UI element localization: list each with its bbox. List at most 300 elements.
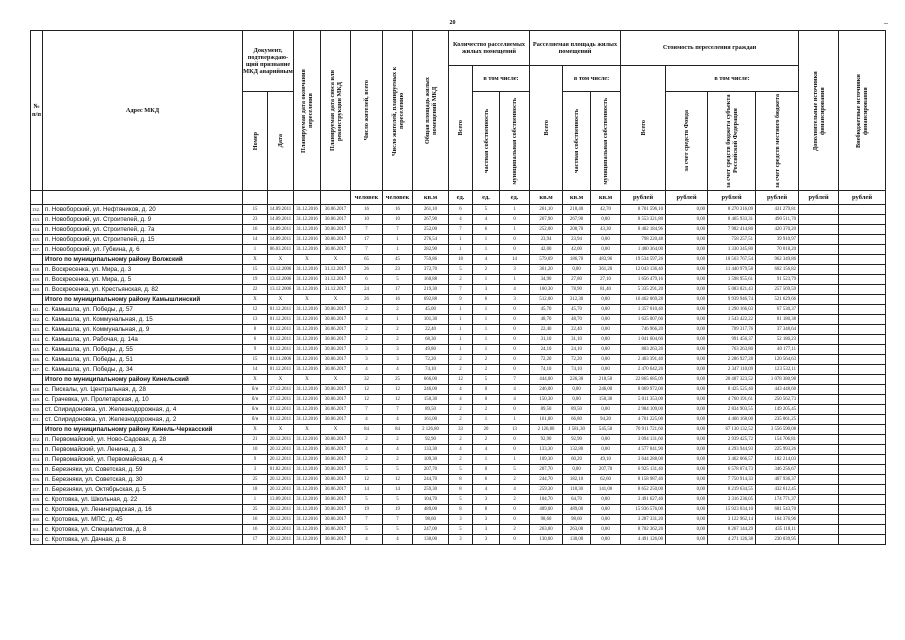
row-cell: 0,00 (666, 305, 708, 315)
row-cell: 4 701 225,00 (621, 415, 666, 425)
header-extra-sources: Дополнительные источники финансирования (799, 31, 839, 191)
row-cell: 17 (383, 285, 413, 295)
row-number: 162. (31, 535, 43, 545)
subtotal-row (31, 255, 886, 265)
row-cell: 174 771,37 (756, 495, 799, 505)
row-cell: 0 (500, 215, 530, 225)
row-cell: 3 (383, 345, 413, 355)
row-cell (799, 235, 839, 245)
row-cell: 420 370,20 (756, 225, 799, 235)
row-cell: 0,00 (666, 335, 708, 345)
row-cell: 4 (449, 215, 473, 225)
row-cell: 13.12.2006 (268, 285, 294, 295)
header-doc-number: Номер (243, 92, 268, 191)
row-cell: 6 578 874,73 (708, 465, 756, 475)
row-cell: 31.12.2016 (294, 365, 321, 375)
row-cell: 17 (243, 535, 268, 545)
row-cell: 89,50 (413, 405, 449, 415)
row-cell: 52 180,23 (756, 335, 799, 345)
row-cell: 0,00 (591, 535, 621, 545)
row-cell: 24,10 (530, 345, 563, 355)
header-qty-incl: в том числе: (473, 66, 530, 92)
row-cell: 2 (449, 415, 473, 425)
row-cell (839, 375, 886, 385)
row-cell (839, 365, 886, 375)
row-address: с. Кротовка, ул. МПС, д. 45 (43, 515, 243, 525)
row-cell: 282,90 (413, 245, 449, 255)
row-cell: 6 (243, 335, 268, 345)
row-cell: 120 564,63 (756, 355, 799, 365)
row-cell: 252,00 (413, 225, 449, 235)
row-cell: 267,90 (530, 215, 563, 225)
row-cell: 91 523,79 (756, 275, 799, 285)
row-cell: 9 (243, 455, 268, 465)
row-cell: 30.06.2017 (321, 535, 351, 545)
row-cell: 42,00 (530, 245, 563, 255)
row-cell (799, 255, 839, 265)
header-residents-total: Число жителей, всего (351, 31, 383, 191)
row-cell: 0,00 (563, 465, 591, 475)
row-cell: 23 (383, 265, 413, 275)
row-cell: 2 (383, 455, 413, 465)
row-cell: 0,00 (666, 495, 708, 505)
row-cell: 31.12.2016 (294, 315, 321, 325)
row-cell: 1 (449, 325, 473, 335)
row-cell (839, 315, 886, 325)
row-cell: 4 577 841,90 (621, 445, 666, 455)
row-cell: 8 267 144,29 (708, 525, 756, 535)
unit-cell (294, 191, 321, 205)
row-cell: 14 (383, 485, 413, 495)
row-cell (799, 515, 839, 525)
row-number: 132. (31, 205, 43, 215)
row-cell: 31.12.2016 (294, 535, 321, 545)
unit-cell (268, 191, 294, 205)
corner-mark: – (884, 18, 888, 27)
row-cell: 23,94 (563, 235, 591, 245)
row-cell (799, 375, 839, 385)
row-cell: 12 (449, 375, 473, 385)
row-cell: 30.06.2017 (321, 345, 351, 355)
row-cell: 763 263,80 (708, 345, 756, 355)
row-cell: 130,00 (413, 535, 449, 545)
table-row (31, 485, 886, 495)
row-cell: 66,80 (563, 415, 591, 425)
row-cell: 20.12.2011 (268, 435, 294, 445)
row-cell: 14.09.2011 (268, 205, 294, 215)
row-cell: 991 456,37 (708, 335, 756, 345)
table-row (31, 355, 886, 365)
row-cell: 78,90 (563, 285, 591, 295)
header-area-premises: Расселяемая площадь жилых помещений (530, 31, 621, 66)
row-cell: 1 (473, 335, 500, 345)
row-number: 141. (31, 305, 43, 315)
row-cell: 4 760 191,61 (708, 395, 756, 405)
row-cell: 130,00 (530, 535, 563, 545)
row-cell: 2 984 109,00 (621, 405, 666, 415)
row-cell: 31.12.2016 (294, 355, 321, 365)
row-cell: 130,00 (563, 535, 591, 545)
row-cell: 8 (243, 325, 268, 335)
row-cell: 3 122 962,14 (708, 515, 756, 525)
row-cell: 6 (351, 275, 383, 285)
row-number: 142. (31, 315, 43, 325)
row-cell: 1 400 364,00 (621, 245, 666, 255)
row-cell: 0,00 (563, 395, 591, 405)
row-cell (839, 505, 886, 515)
row-cell: 0,00 (563, 265, 591, 275)
row-cell: 3 (473, 495, 500, 505)
row-cell: 84 (351, 425, 383, 435)
row-cell: 602 156,82 (756, 265, 799, 275)
row-cell: 0,00 (591, 335, 621, 345)
row-cell: 3 (351, 355, 383, 365)
row-cell: 259,30 (413, 485, 449, 495)
row-cell: 34,90 (530, 275, 563, 285)
row-cell: X (321, 375, 351, 385)
row-cell: 30.06.2017 (321, 405, 351, 415)
row-number: 143. (31, 325, 43, 335)
row-cell: 1 (243, 495, 268, 505)
row-cell: 8 (473, 505, 500, 515)
table-row (31, 325, 886, 335)
row-cell: 01.12.2011 (268, 365, 294, 375)
row-cell (799, 395, 839, 405)
row-cell: 7 (449, 225, 473, 235)
row-cell: 31.12.2016 (294, 265, 321, 275)
row-cell: 109,30 (530, 455, 563, 465)
row-cell: 01.12.2011 (268, 335, 294, 345)
row-cell: 31.12.2016 (294, 455, 321, 465)
row-cell: X (294, 425, 321, 435)
row-cell: 0,00 (666, 385, 708, 395)
row-cell: 489,00 (563, 505, 591, 515)
row-cell: 150,30 (413, 395, 449, 405)
row-cell (839, 485, 886, 495)
row-cell: 1 (449, 335, 473, 345)
table-row (31, 395, 886, 405)
row-cell: X (321, 295, 351, 305)
row-cell: 0,00 (666, 395, 708, 405)
row-cell: 01.12.2011 (268, 315, 294, 325)
table-row (31, 505, 886, 515)
row-cell (839, 475, 886, 485)
row-cell: 19 534 597,26 (621, 255, 666, 265)
row-cell: 30.06.2017 (321, 485, 351, 495)
row-cell: 9 (243, 345, 268, 355)
row-cell: 431 279,81 (756, 205, 799, 215)
row-address: Итого по муниципальному району Камышлинский (43, 295, 243, 305)
row-cell: 31.12.2016 (294, 275, 321, 285)
row-cell: 15 936 576,00 (621, 505, 666, 515)
header-total-area: Общая площадь жилых помещений МКД (413, 31, 449, 191)
row-cell: 8 158 987,40 (621, 475, 666, 485)
row-cell: 3 462 066,57 (708, 455, 756, 465)
row-cell: X (321, 425, 351, 435)
header-document: Документ, подтверждаю-щий признание МКД аварийным (243, 31, 294, 92)
row-cell: 2 (449, 275, 473, 285)
row-cell: 23,94 (530, 235, 563, 245)
row-cell: 0,00 (666, 465, 708, 475)
row-cell: 444,00 (530, 375, 563, 385)
row-cell: 16 462 069,28 (621, 295, 666, 305)
row-cell: 9 (449, 295, 473, 305)
row-cell: 48,70 (530, 315, 563, 325)
row-cell: 7 (500, 375, 530, 385)
row-cell: 1 (449, 315, 473, 325)
row-cell: 3 (500, 295, 530, 305)
row-cell: 692,88 (413, 295, 449, 305)
row-cell (839, 395, 886, 405)
row-cell: 15 923 034,10 (708, 505, 756, 515)
row-cell: 0,00 (666, 475, 708, 485)
row-cell (839, 405, 886, 415)
row-cell: 0 (500, 335, 530, 345)
row-cell (839, 245, 886, 255)
row-cell: 4 (500, 485, 530, 495)
row-cell: X (243, 255, 268, 265)
row-cell: 164 376,96 (756, 515, 799, 525)
row-cell: 0,00 (591, 245, 621, 255)
row-cell: 2 (449, 355, 473, 365)
row-cell: 666,00 (413, 375, 449, 385)
row-cell: 3 094 131,60 (621, 435, 666, 445)
row-cell (799, 315, 839, 325)
row-cell: 161,00 (413, 415, 449, 425)
row-cell: 31.12.2016 (294, 285, 321, 295)
row-cell: 92,90 (413, 435, 449, 445)
row-cell: 1 (500, 455, 530, 465)
row-cell: 2 (351, 335, 383, 345)
row-cell: 31.12.2017 (321, 285, 351, 295)
row-cell: X (243, 425, 268, 435)
row-cell: 31.12.2016 (294, 205, 321, 215)
row-cell: 0,00 (666, 315, 708, 325)
row-cell (799, 225, 839, 235)
row-cell: 8 465 933,31 (708, 215, 756, 225)
row-cell: 62,60 (591, 475, 621, 485)
row-cell: 20.12.2011 (268, 505, 294, 515)
row-number (31, 255, 43, 265)
table-row (31, 285, 886, 295)
row-cell: 361,20 (530, 265, 563, 275)
row-cell: 72,20 (530, 355, 563, 365)
header-planned-demolition: Планируемая дата сноса или реконструкции МКД (321, 31, 351, 191)
row-cell: 160,30 (530, 285, 563, 295)
row-cell: 512,00 (530, 295, 563, 305)
row-cell: 0,00 (591, 305, 621, 315)
row-cell: 0,00 (666, 205, 708, 215)
row-cell: 489,00 (413, 505, 449, 515)
row-cell: 372,70 (413, 265, 449, 275)
row-cell: 31.12.2016 (294, 445, 321, 455)
row-cell: 31.12.2016 (294, 415, 321, 425)
row-cell (799, 205, 839, 215)
row-address: п. Березняки, ул. Советская, д. 59 (43, 465, 243, 475)
row-cell (839, 325, 886, 335)
row-cell: 2 (500, 495, 530, 505)
row-cell: 483,96 (591, 255, 621, 265)
row-cell: 3 (383, 355, 413, 365)
table-row (31, 475, 886, 485)
row-cell: 22,40 (530, 325, 563, 335)
row-address: Итого по муниципальному району Кинель-Черкасский (43, 425, 243, 435)
row-cell: 123 532,11 (756, 365, 799, 375)
row-cell: 31.12.2016 (294, 325, 321, 335)
row-cell: 4 (449, 445, 473, 455)
row-address: с. Пискалы, ул. Центральная, д. 28 (43, 385, 243, 395)
row-cell: 20.12.2011 (268, 515, 294, 525)
row-cell: 0 (500, 235, 530, 245)
row-cell: 3 644 288,00 (621, 455, 666, 465)
row-cell: 0 (473, 385, 500, 395)
row-cell: 0,00 (591, 325, 621, 335)
row-cell: 0,00 (591, 295, 621, 305)
row-cell: 5 011 353,00 (621, 395, 666, 405)
row-cell: 31.12.2017 (321, 265, 351, 275)
row-cell: 31.12.2016 (294, 225, 321, 235)
unit-cell: человек (383, 191, 413, 205)
row-cell (839, 465, 886, 475)
row-cell: 798 220,48 (621, 235, 666, 245)
relocation-table (30, 30, 886, 545)
row-address: с. Камышла, ул. Победы, д. 57 (43, 305, 243, 315)
row-cell (799, 535, 839, 545)
header-cost-total: Всего (621, 66, 666, 191)
row-cell: 7 982 414,80 (708, 225, 756, 235)
unit-cell (243, 191, 268, 205)
row-cell: 746 966,20 (621, 325, 666, 335)
row-cell: 0 (473, 395, 500, 405)
table-row (31, 435, 886, 445)
row-cell: 4 (351, 415, 383, 425)
row-cell: 14.09.2011 (268, 235, 294, 245)
row-cell: X (243, 375, 268, 385)
row-cell: 5 (383, 495, 413, 505)
row-number: 144. (31, 335, 43, 345)
row-cell: 0,00 (591, 405, 621, 415)
row-cell: 14.09.2011 (268, 225, 294, 235)
row-cell: 10 (243, 445, 268, 455)
row-cell: 4 (449, 395, 473, 405)
row-cell: 0 (500, 515, 530, 525)
row-cell: 30.06.2017 (321, 335, 351, 345)
row-cell: 13 (500, 425, 530, 435)
row-cell: 31.12.2016 (294, 235, 321, 245)
header-residents-planned: Число жителей, планируемых к переселению (383, 31, 413, 191)
row-cell: 27,80 (563, 275, 591, 285)
row-cell: 6 (473, 225, 500, 235)
row-cell: 0,00 (666, 415, 708, 425)
row-cell: 0 (500, 245, 530, 255)
row-cell: 0 (500, 435, 530, 445)
row-cell: 962 349,86 (756, 255, 799, 265)
row-cell: X (268, 295, 294, 305)
row-cell: 12 043 136,40 (621, 265, 666, 275)
row-number: 133. (31, 215, 43, 225)
table-row (31, 365, 886, 375)
row-cell: 218,50 (591, 375, 621, 385)
row-cell: 0 (500, 365, 530, 375)
row-cell: 25 (243, 475, 268, 485)
row-cell: 21 (243, 435, 268, 445)
table-row (31, 525, 886, 535)
row-cell: 30.06.2017 (321, 385, 351, 395)
row-number: 156. (31, 475, 43, 485)
row-cell (839, 415, 886, 425)
row-cell: 8 652 250,00 (621, 485, 666, 495)
row-cell: 01.12.2011 (268, 325, 294, 335)
row-cell: 94,20 (591, 415, 621, 425)
unit-cell: человек (351, 191, 383, 205)
row-cell: 1 (449, 235, 473, 245)
row-cell: 1 (383, 245, 413, 255)
row-cell: 8 553 321,80 (621, 215, 666, 225)
row-cell: 37 348,64 (756, 325, 799, 335)
row-cell: 31.12.2016 (294, 395, 321, 405)
table-row (31, 245, 886, 255)
row-cell (839, 515, 886, 525)
row-cell: 30.06.2017 (321, 455, 351, 465)
row-cell: 39 910,97 (756, 235, 799, 245)
row-cell: 13.12.2006 (268, 265, 294, 275)
row-cell: 5 (473, 205, 500, 215)
row-cell: 4 293 944,93 (708, 445, 756, 455)
row-cell: 346 256,67 (756, 465, 799, 475)
row-cell: 443 448,60 (756, 385, 799, 395)
row-cell: 20.12.2011 (268, 485, 294, 495)
table-row (31, 315, 886, 325)
row-cell: б/н (243, 385, 268, 395)
row-cell (839, 235, 886, 245)
row-cell: 19 (383, 505, 413, 515)
row-cell: 98,60 (413, 515, 449, 525)
row-cell: 31.12.2016 (294, 525, 321, 535)
row-cell: 0,00 (666, 505, 708, 515)
row-cell: 25 (243, 505, 268, 515)
row-cell (839, 205, 886, 215)
table-row (31, 305, 886, 315)
row-cell: 30.06.2017 (321, 495, 351, 505)
row-cell: 4 (473, 445, 500, 455)
row-cell: б/н (243, 405, 268, 415)
table-row (31, 465, 886, 475)
row-cell: 681 543,70 (756, 505, 799, 515)
row-cell: 14 (500, 255, 530, 265)
header-area-municipal: муниципальная собственность (591, 92, 621, 191)
row-cell: 0,00 (591, 365, 621, 375)
row-cell: 16 (243, 515, 268, 525)
row-cell: 267,90 (413, 215, 449, 225)
row-cell: 160,88 (413, 275, 449, 285)
row-cell: 19 (351, 505, 383, 515)
row-cell: 182,10 (563, 475, 591, 485)
page-number: 20 (449, 20, 456, 26)
header-doc-date: Дата (268, 92, 294, 191)
row-cell: 0 (500, 405, 530, 415)
row-cell: 0,00 (666, 265, 708, 275)
row-cell: 0,00 (666, 525, 708, 535)
row-cell: 3 (473, 525, 500, 535)
row-cell: 23 (243, 215, 268, 225)
row-cell: 45,00 (413, 305, 449, 315)
row-cell: 133,30 (413, 445, 449, 455)
row-cell: 98,60 (563, 515, 591, 525)
row-cell: 10 (351, 215, 383, 225)
row-cell: 1 (473, 345, 500, 355)
row-cell: 7 (351, 515, 383, 525)
row-cell: 3 (449, 535, 473, 545)
